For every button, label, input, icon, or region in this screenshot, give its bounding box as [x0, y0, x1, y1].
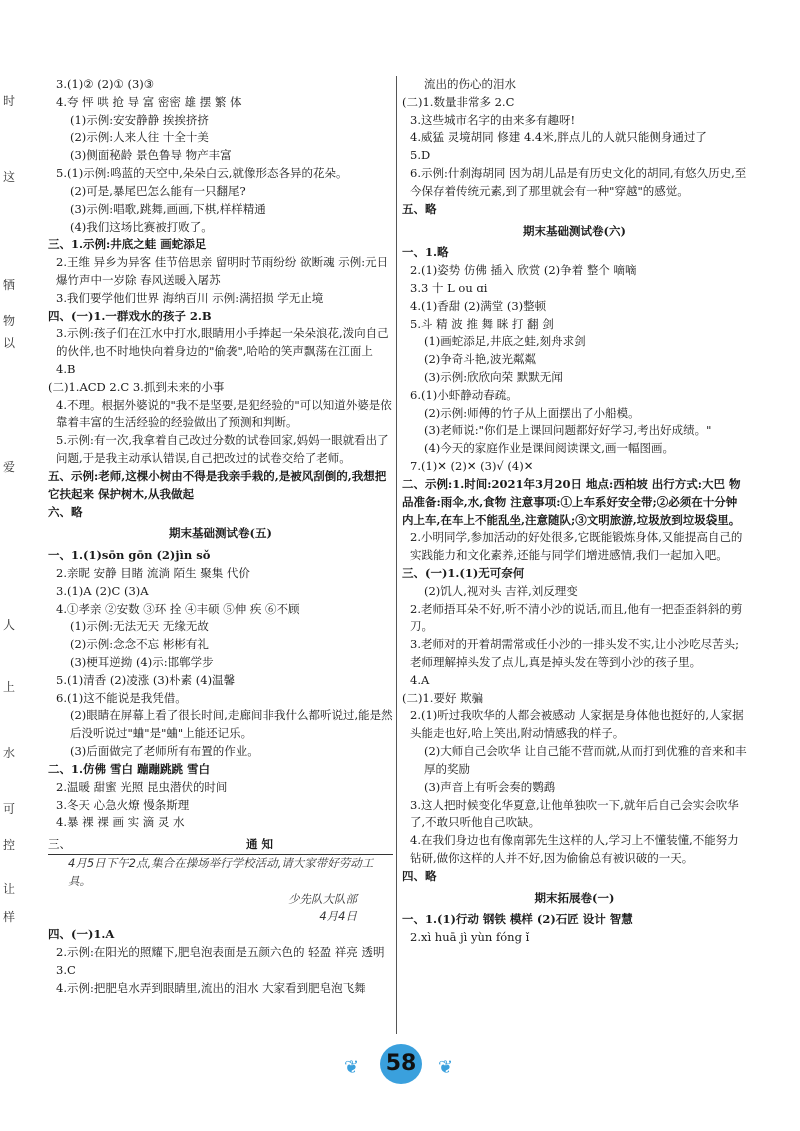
exam-title-6: 期末基础测试卷(六) — [523, 223, 626, 238]
margin-char: 样 — [3, 910, 16, 924]
answer-line: 3.(1)② (2)① (3)③ — [56, 77, 155, 91]
answer-line: (二)1.ACD 2.C 3.抓到未来的小事 — [48, 379, 225, 394]
answers-block-3 — [48, 926, 393, 997]
answer-line: (3)示例:唱歌,跳舞,画画,下棋,样样精通 — [70, 201, 266, 216]
answer-line: 3.C — [56, 962, 76, 977]
leaf-icon: ❦ — [344, 1057, 360, 1078]
answer-line: 4.不理。根据外婆说的"我不是坚要,是犯经验的"可以知道外婆是依靠着丰富的生活经验的经验做出了预测和判断。 — [56, 397, 392, 430]
answers-block-5 — [402, 244, 747, 885]
column-divider — [396, 76, 397, 1034]
page-number-badge — [330, 1040, 470, 1090]
answer-line: 3.这些城市名字的由来多有趣呀! — [410, 112, 576, 127]
answer-line: (2)示例:念念不忘 彬彬有礼 — [70, 637, 209, 652]
answer-line: 2.(1)听过我吹华的人都会被感动 人家据是身体他也挺好的,人家据头能走也好,哈上笑出,附动情感我的样子。 — [410, 708, 744, 741]
answer-line: 6.示例:什刹海胡同 因为胡儿品是有历史文化的胡同,有悠久历史,至今保存着传统元素,到了那里就会有一种"穿越"的感觉。 — [410, 166, 747, 198]
answer-line: 一、1.(1)行动 钢铁 模样 (2)石匠 设计 智慧 — [402, 912, 633, 927]
answers-block-1 — [48, 76, 393, 521]
answer-line: (1)示例:无法无天 无缘无故 — [70, 619, 209, 634]
answers-block-4 — [402, 76, 747, 219]
margin-char: 时 — [3, 94, 16, 108]
answer-line: 3.示例:孩子们在江水中打水,眼睛用小手捧起一朵朵浪花,泼向自己的伙伴,也不时地快向着身边的"偷袭",哈哈的笑声飘荡在江面上 — [56, 326, 389, 359]
answer-line: (2)眼睛在屏幕上看了很长时间,走廊间非我什么都听说过,能是然后没听说过"蛐"是"蛐"上能还记乐。 — [70, 708, 393, 741]
margin-char: 爱 — [3, 460, 16, 474]
answer-line: (2)示例:师傅的竹子从上面摆出了小船模。 — [424, 405, 640, 420]
answer-line: 五、略 — [402, 201, 437, 216]
answer-line: (二)1.要好 欺骗 — [402, 690, 484, 705]
answer-line: (2)大师自己会吹华 让自己能不营而就,从而打到优雅的音来和丰厚的奖励 — [424, 744, 747, 776]
answer-line: 4.①孝亲 ②安数 ③环 拴 ④丰硕 ⑤伸 疾 ⑥不顾 — [56, 601, 300, 616]
answer-line: 4.暴 裸 裸 画 实 滴 灵 水 — [56, 815, 185, 830]
notice-header — [48, 836, 393, 855]
answer-line: 4.示例:把肥皂水弄到眼睛里,流出的泪水 大家看到肥皂泡飞舞 — [56, 980, 366, 995]
answer-line: 3.我们要学他们世界 海纳百川 示例:满招损 学无止境 — [56, 290, 324, 305]
answer-line: 2.老师捂耳朵不好,听不清小沙的说话,而且,他有一把歪歪斜斜的剪刀。 — [410, 601, 743, 634]
answer-line: (2)争奇斗艳,波光粼粼 — [424, 352, 536, 367]
answer-line: 2.亲昵 安静 目睹 流淌 陌生 聚集 代价 — [56, 565, 250, 580]
answer-line: 2.王维 异乡为异客 佳节倍思亲 留明时节雨纷纷 欲断魂 示例:元日 爆竹声中一岁除 春风送暖入屠苏 — [56, 255, 389, 287]
answer-line: 4.(1)香甜 (2)满堂 (3)整顿 — [410, 298, 547, 313]
answer-line: 六、略 — [48, 504, 83, 519]
answer-line: 2.小明同学,参加活动的好处很多,它既能锻炼身体,又能提高自己的实践能力和文化素养,还能与同学们增进感情,我们一起加入吧。 — [410, 530, 743, 563]
answer-line: 2.温暖 甜蜜 光照 昆虫潜伏的时间 — [56, 779, 228, 794]
notice-signer: 少先队大队部 — [288, 891, 357, 906]
answer-line: 2.示例:在阳光的照耀下,肥皂泡表面是五颜六色的 轻盈 祥亮 透明 — [56, 945, 385, 959]
answer-line: 3.老师对的开着胡需常或任小沙的一排头发不实,让小沙吃尽苦头;老师理解掉头发了点儿,真是掉头发在等到小沙的孩子里。 — [410, 637, 739, 669]
answer-line: 三、(一)1.(1)无可奈何 — [402, 565, 525, 580]
answer-line: 五、示例:老师,这棵小树由不得是我亲手栽的,是被风刮倒的,我想把它扶起来 保护树木,从我做起 — [48, 468, 387, 501]
answer-line: (3)示例:欣欣向荣 默默无闻 — [424, 370, 563, 384]
answer-line: (3)声音上有听会奏的鹦鹉 — [424, 779, 556, 794]
answer-line: (2)可是,暴尾巴怎么能有一只翻尾? — [70, 183, 246, 198]
answer-line: (4)今天的家庭作业是课间阅读课文,画一幅图画。 — [424, 441, 674, 456]
answer-line: 5.示例:有一次,我拿着自己改过分数的试卷回家,妈妈一眼就看出了问题,于是我主动承认错误,自己把改过的试卷交给了老师。 — [56, 433, 389, 466]
answer-line: (3)侧面秘龄 景色鲁导 物产丰富 — [70, 148, 232, 163]
answer-line: 4.在我们身边也有像南郭先生这样的人,学习上不懂装懂,不能努力钻研,做你这样的人并不好,因为偷偷总有被识破的一天。 — [410, 833, 739, 865]
margin-char: 让 — [3, 882, 16, 896]
answer-line: 四、(一)1.一群戏水的孩子 2.B — [48, 308, 212, 323]
answer-line: (二)1.数量非常多 2.C — [402, 94, 515, 109]
margin-char: 这 — [3, 170, 16, 184]
margin-char: 水 — [3, 746, 16, 760]
answer-line: 2.xì huā jì yùn fóng ǐ — [410, 930, 530, 945]
answer-line: (2)示例:人来人往 十全十美 — [70, 130, 209, 145]
answer-line: 5.(1)清香 (2)凌涨 (3)朴素 (4)温馨 — [56, 672, 236, 687]
page-number: 58 — [380, 1044, 422, 1084]
notice-date: 4月4日 — [319, 909, 357, 924]
answer-line: 3.3 十 L ou ɑi — [410, 280, 488, 295]
left-margin-characters — [0, 0, 22, 1131]
answer-line: 5.(1)示例:鸣蓝的天空中,朵朵白云,就像形态各异的花朵。 — [56, 166, 348, 181]
leaf-icon: ❦ — [438, 1057, 454, 1078]
answer-line: (1)示例:安安静静 挨挨挤挤 — [70, 112, 209, 127]
margin-char: 上 — [3, 680, 16, 694]
answer-line: 四、略 — [402, 868, 437, 883]
answer-line: 6.(1)小虾静动春疏。 — [410, 387, 518, 402]
left-column — [48, 76, 393, 997]
answer-line: (1)画蛇添足,井底之蛙,刻舟求剑 — [424, 334, 586, 349]
right-column — [402, 76, 747, 947]
answers-block-2 — [48, 547, 393, 832]
exam-title-5: 期末基础测试卷(五) — [169, 526, 272, 541]
answer-line: 4.B — [56, 362, 76, 376]
answer-line: 一、1.略 — [402, 245, 449, 260]
answer-line: 二、1.仿佛 雪白 蹦蹦跳跳 雪白 — [48, 761, 211, 776]
answer-line: 3.冬天 心急火燎 慢条斯理 — [56, 797, 190, 812]
answer-line: 二、示例:1.时间:2021年3月20日 地点:西柏坡 出行方式:大巴 物品准备:雨伞,水,食物 注意事项:①上车系好安全带;②必须在十分钟内上车,在车上不能乱坐,注意随队;③文明旅游,垃圾放到垃圾袋里。 — [402, 476, 741, 527]
answer-line: 4.A — [410, 672, 430, 687]
answer-line: 一、1.(1)sōn gōn (2)jìn sǒ — [48, 548, 211, 563]
notice-section-label: 三、 — [48, 837, 71, 852]
margin-char: 物 — [3, 314, 16, 328]
answer-line: (3)老师说:"你们是上课回问题都好好学习,考出好成绩。" — [424, 423, 712, 438]
margin-char: 可 — [3, 802, 16, 816]
answer-line: 5.D — [410, 148, 431, 163]
margin-char: 控 — [3, 838, 16, 852]
expand-exam-title: 期末拓展卷(一) — [534, 890, 615, 905]
margin-char: 人 — [3, 618, 16, 632]
notice-body: 4月5日下午2点,集合在操场举行学校活动,请大家带好劳动工具。 — [68, 855, 374, 888]
answer-line: 3.这人把时候变化华夏意,让他单独吹一下,就年后自己会实会吹华了,不敢只听他自己吹缺。 — [410, 797, 739, 830]
answer-line: 4.夸 怦 哄 抢 导 富 密密 雄 摆 繁 体 — [56, 94, 242, 109]
answer-line: (3)梗耳逆拗 (4)示:邯郸学步 — [70, 655, 214, 669]
answer-line: 2.(1)姿势 仿佛 插入 欣赏 (2)争着 整个 嘀嘀 — [410, 263, 637, 278]
answers-block-6 — [402, 911, 747, 947]
answer-line: 流出的伤心的泪水 — [424, 77, 516, 91]
answer-line: 5.斗 精 波 推 舞 眯 打 翻 剑 — [410, 316, 554, 331]
margin-char: 牺 — [3, 278, 16, 292]
answer-line: (4)我们这场比赛被打败了。 — [70, 219, 213, 234]
answer-line: (2)饥人,视对头 吉祥,刘反理变 — [424, 583, 578, 598]
answer-line: (3)后面做完了老师所有布置的作业。 — [70, 744, 259, 759]
answer-line: 7.(1)✕ (2)✕ (3)√ (4)✕ — [410, 459, 534, 474]
answer-line: 3.(1)A (2)C (3)A — [56, 583, 149, 598]
answer-line: 三、1.示例:井底之蛙 画蛇添足 — [48, 237, 207, 252]
notice-title: 通 知 — [245, 837, 273, 852]
answer-line: 四、(一)1.A — [48, 927, 115, 942]
answer-line: 6.(1)这不能说是我凭借。 — [56, 690, 187, 705]
answer-line: 4.威猛 灵境胡同 修建 4.4米,胖点儿的人就只能侧身通过了 — [410, 130, 707, 145]
margin-char: 以 — [3, 336, 16, 350]
